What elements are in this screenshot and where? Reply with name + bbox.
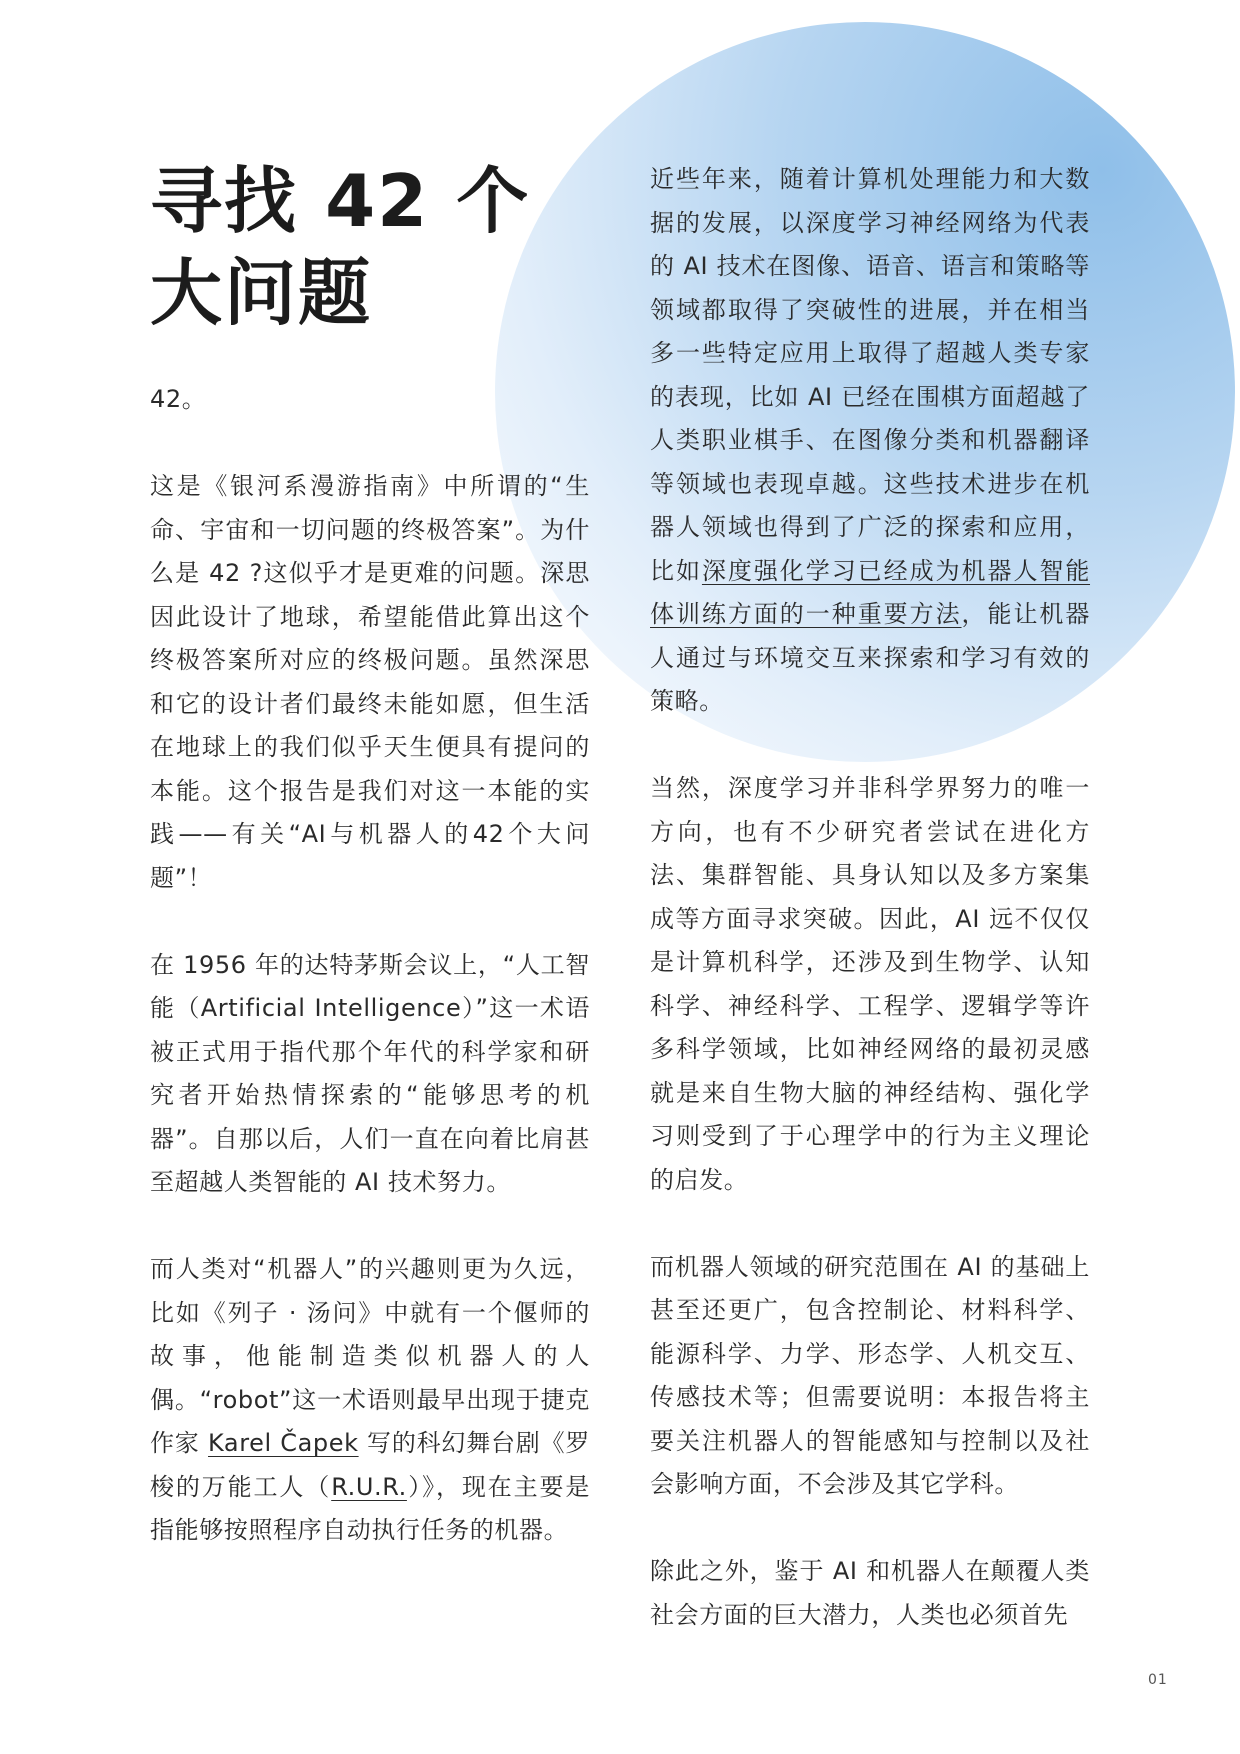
paragraph-text: 而人类对“机器人”的兴趣则更为久远，比如《列子 · 汤问》中就有一个偃师的故事，他能制造类似机器人的人偶。“robot”这一术语则最早出现于捷克作家 [150, 1255, 590, 1457]
paragraph [650, 158, 1090, 724]
title-line-2: 大问题 [150, 251, 373, 335]
paragraph: 这是《银河系漫游指南》中所谓的“生命、宇宙和一切问题的终极答案”。为什么是 42 ?这似乎才是更难的问题。深思因此设计了地球，希望能借此算出这个终极答案所对应的终极问题。虽然深思和它的设计者们最终未能如愿，但生活在地球上的我们似乎天生便具有提问的本能。这个报告是我们对这一本能的实践——有关“AI与机器人的42个大问题”！ [150, 472, 590, 892]
page-number: 01 [1148, 1672, 1168, 1688]
paragraph: 而机器人领域的研究范围在 AI 的基础上甚至还更广，包含控制论、材料科学、能源科学、力学、形态学、人机交互、传感技术等；但需要说明：本报告将主要关注机器人的智能感知与控制以及社会影响方面，不会涉及其它学科。 [650, 1252, 1090, 1498]
author-link[interactable]: Karel Čapek [208, 1429, 359, 1457]
drl-link[interactable]: 深度强化学习已经成为机器人智能体训练方面的一种重要方法 [650, 556, 1091, 628]
left-column [150, 378, 590, 1596]
paragraph: 42。 [150, 385, 207, 413]
play-title-link[interactable]: R.U.R. [331, 1472, 407, 1501]
paragraph [150, 1248, 590, 1553]
paragraph-text: ）》，现在主要是指能够按照程序自动执行任务的机器。 [150, 1472, 590, 1544]
paragraph-text: ，能让机器人通过与环境交互来探索和学习有效的策略。 [650, 600, 1090, 715]
paragraph: 除此之外，鉴于 AI 和机器人在颠覆人类社会方面的巨大潜力，人类也必须首先 [650, 1557, 1090, 1629]
title-line-1: 寻找 42 个 [150, 159, 531, 243]
paragraph: 当然，深度学习并非科学界努力的唯一方向，也有不少研究者尝试在进化方法、集群智能、具身认知以及多方案集成等方面寻求突破。因此，AI 远不仅仅是计算机科学，还涉及到生物学、认知科学、神经科学、工程学、逻辑学等许多科学领域，比如神经网络的最初灵感就是来自生物大脑的神经结构、强化学习则受到了于心理学中的行为主义理论的启发。 [650, 774, 1090, 1194]
right-column [650, 158, 1090, 1681]
paragraph-text: 近些年来，随着计算机处理能力和大数据的发展，以深度学习神经网络为代表的 AI 技术在图像、语音、语言和策略等领域都取得了突破性的进展，并在相当多一些特定应用上取得了超越人类专家的表现，比如 AI 已经在围棋方面超越了人类职业棋手、在图像分类和机器翻译等领域也表现卓越。这些技术进步在机器人领域也得到了广泛的探索和应用，比如 [650, 165, 1090, 585]
paragraph: 在 1956 年的达特茅斯会议上，“人工智能（Artificial Intelligence）”这一术语被正式用于指代那个年代的科学家和研究者开始热情探索的“能够思考的机器”。自那以后，人们一直在向着比肩甚至超越人类智能的 AI 技术努力。 [150, 950, 590, 1196]
page-title [150, 155, 530, 339]
paragraph-text: 写的科幻舞台剧《罗梭的万能工人（ [150, 1429, 590, 1501]
